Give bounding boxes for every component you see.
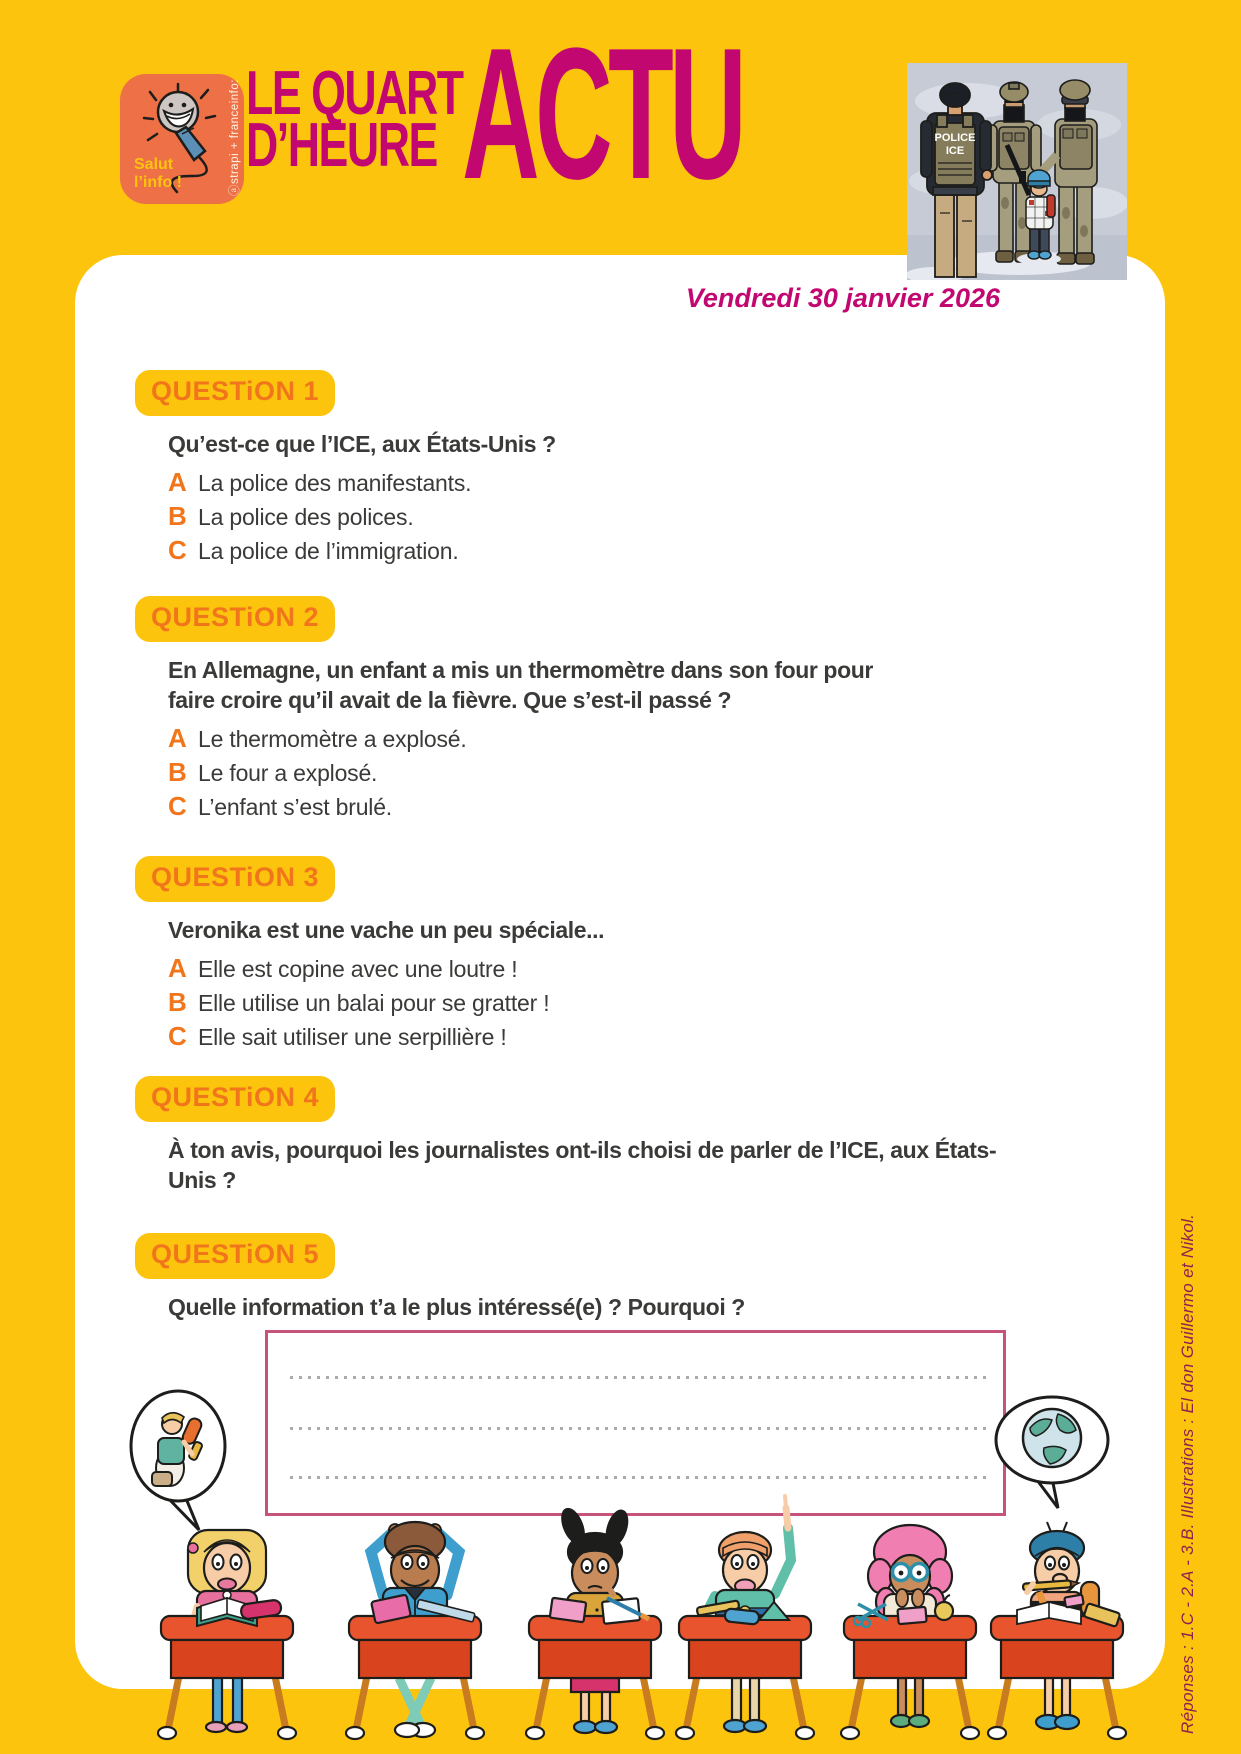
option-text: La police de l’immigration. [198, 538, 459, 564]
news-photo-ice-agents [907, 63, 1127, 280]
option-text: Elle sait utiliser une serpillière ! [198, 1024, 507, 1050]
kid-pink-hair-glasses [841, 1525, 979, 1739]
page-title-line1: LE QUART [246, 59, 463, 128]
kid-blonde-reading [158, 1530, 296, 1739]
question-1-option-b [168, 501, 875, 535]
option-text: L’enfant s’est brulé. [198, 794, 392, 820]
police-vest-label-line1: POLICE [934, 132, 976, 144]
kid-blue-hair-pencil [988, 1522, 1126, 1739]
kid-pigtails-girl [526, 1506, 664, 1739]
option-text: La police des manifestants. [198, 470, 472, 496]
question-4-badge: QUESTiON 4 [135, 1076, 335, 1122]
reporter-icon [131, 1391, 225, 1530]
question-3-option-b [168, 987, 875, 1021]
question-2-text: En Allemagne, un enfant a mis un thermomètre dans son four pour faire croire qu’il avait de la fièvre. Que s’est-il passé ? [168, 657, 873, 713]
option-letter: C [168, 791, 187, 821]
question-3-option-a [168, 953, 875, 987]
question-1-option-a [168, 467, 875, 501]
logo-brand-vertical: ⓐstrapi + franceinfo: [229, 79, 241, 196]
issue-date: Vendredi 30 janvier 2026 [685, 283, 1000, 313]
option-letter: B [168, 757, 187, 787]
question-section-2 [135, 596, 910, 825]
question-2-option-b [168, 757, 910, 791]
kid-curly-boy [346, 1522, 484, 1739]
option-text: Le four a explosé. [198, 760, 378, 786]
logo-tagline-line1: Salut [134, 156, 174, 173]
option-letter: A [168, 467, 187, 497]
question-1-text: Qu’est-ce que l’ICE, aux États-Unis ? [168, 431, 556, 457]
question-3-option-c [168, 1021, 875, 1055]
police-vest-label-line2: ICE [945, 145, 965, 157]
option-text: La police des polices. [198, 504, 414, 530]
question-2-badge: QUESTiON 2 [135, 596, 335, 642]
page-title-actu: ACTU [462, 9, 743, 218]
classroom-illustration [0, 1380, 1241, 1754]
question-2-option-a [168, 723, 910, 757]
logo-tagline-line2: l’info ! [134, 174, 182, 191]
option-letter: B [168, 987, 187, 1017]
mic-smiley-icon [120, 74, 244, 204]
page-title-line2: D’HEURE [246, 111, 437, 180]
option-letter: A [168, 953, 187, 983]
question-3-badge: QUESTiON 3 [135, 856, 335, 902]
option-text: Elle est copine avec une loutre ! [198, 956, 518, 982]
question-section-3 [135, 856, 875, 1055]
answers-note: Réponses : 1.C - 2.A - 3.B. Illustrations : El don Guillermo et Nikol. [1178, 1213, 1197, 1734]
kid-raising-hand [676, 1496, 814, 1739]
option-letter: C [168, 535, 187, 565]
question-3-text: Veronika est une vache un peu spéciale... [168, 917, 605, 943]
question-2-option-c [168, 791, 910, 825]
question-5-text: Quelle information t’a le plus intéressé(e) ? Pourquoi ? [168, 1294, 745, 1320]
option-letter: A [168, 723, 187, 753]
question-5-badge: QUESTiON 5 [135, 1233, 335, 1279]
question-1-badge: QUESTiON 1 [135, 370, 335, 416]
option-letter: C [168, 1021, 187, 1051]
question-1-option-c [168, 535, 875, 569]
salut-linfo-logo [120, 74, 244, 204]
question-section-5 [135, 1233, 955, 1330]
option-text: Le thermomètre a explosé. [198, 726, 467, 752]
question-4-text: À ton avis, pourquoi les journalistes ont-ils choisi de parler de l’ICE, aux États-Unis ? [168, 1137, 997, 1193]
answer-writing-line[interactable] [290, 1376, 987, 1379]
page-title [246, 59, 463, 180]
option-text: Elle utilise un balai pour se gratter ! [198, 990, 550, 1016]
option-letter: B [168, 501, 187, 531]
globe-icon [996, 1397, 1108, 1508]
question-section-1 [135, 370, 875, 569]
question-section-4 [135, 1076, 1020, 1203]
